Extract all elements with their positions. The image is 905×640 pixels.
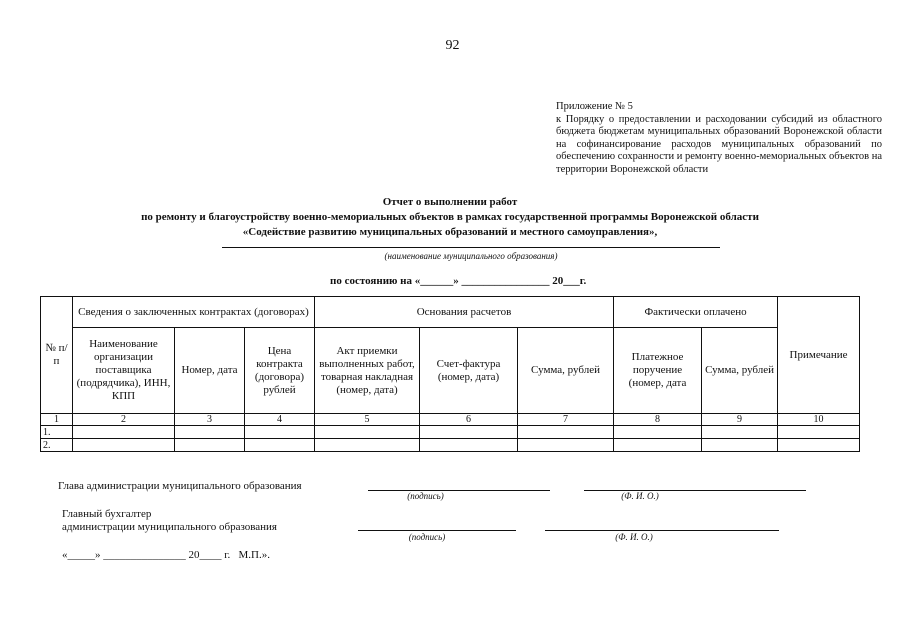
head-name-caption: (Ф. И. О.) [621,491,659,501]
table-cell [420,426,518,439]
column-number: 4 [245,414,315,426]
header-invoice: Счет-фактура (номер, дата) [420,328,518,414]
appendix-title: Приложение № 5 [556,101,633,112]
table-cell [73,439,175,452]
column-number: 8 [614,414,702,426]
table-cell [702,426,778,439]
report-title-line-1: Отчет о выполнении работ [382,196,518,208]
accountant-signature-caption: (подпись) [408,532,446,542]
column-number: 5 [315,414,420,426]
header-num: № п/п [41,297,73,414]
table-cell [175,439,245,452]
table-cell [518,426,614,439]
table-cell [73,426,175,439]
table-cell [778,426,860,439]
municipality-caption: (наименование муниципального образования) [384,251,558,261]
table-row [41,439,860,452]
municipality-line [222,247,720,248]
header-price: Цена контракта (договора) рублей [245,328,315,414]
accountant-signature-line [358,530,516,531]
table-cell [614,439,702,452]
appendix-text: к Порядку о предоставлении и расходовании субсидий из областного бюджета бюджетам муниципальных образований Воронежской области на софинансирование расходов муниципальных образований по обеспечению сохранности и ремонту военно-мемориальных объектов на территории Воронежской области [556,113,883,175]
accountant-org-label: администрации муниципального образования [62,521,277,533]
header-act: Акт приемки выполненных работ, товарная накладная (номер, дата) [315,328,420,414]
row-number: 2. [41,439,73,452]
report-table [40,296,860,452]
row-number: 1. [41,426,73,439]
header-sum-basis: Сумма, рублей [518,328,614,414]
column-number: 2 [73,414,175,426]
column-number-row [41,414,860,426]
column-number: 10 [778,414,860,426]
header-supplier: Наименование организации поставщика (подрядчика), ИНН, КПП [73,328,175,414]
table-cell [614,426,702,439]
table-cell [245,426,315,439]
header-group-basis: Основания расчетов [315,297,614,328]
accountant-name-line [545,530,779,531]
header-group-contracts: Сведения о заключенных контрактах (договорах) [73,297,315,328]
table-cell [175,426,245,439]
column-number: 7 [518,414,614,426]
header-number-date: Номер, дата [175,328,245,414]
table-cell [420,439,518,452]
table-cell [245,439,315,452]
accountant-title-label: Главный бухгалтер [62,508,152,520]
column-number: 6 [420,414,518,426]
head-signature-caption: (подпись) [407,491,444,501]
table-cell [702,439,778,452]
as-of-date: по состоянию на «______» ________________ 20___г. [330,275,587,287]
header-sum-paid: Сумма, рублей [702,328,778,414]
page-number: 92 [445,38,460,53]
header-note: Примечание [778,297,860,414]
header-group-paid: Фактически оплачено [614,297,778,328]
table-cell [315,426,420,439]
header-payment-order: Платежное поручение (номер, дата [614,328,702,414]
appendix-block [556,101,882,177]
head-signature-label: Глава администрации муниципального образования [58,480,302,492]
table-row [41,426,860,439]
date-stamp: «_____» _______________ 20____ г. М.П.». [62,549,270,561]
accountant-name-caption: (Ф. И. О.) [615,532,653,542]
table-cell [518,439,614,452]
table-cell [778,439,860,452]
column-number: 3 [175,414,245,426]
column-number: 1 [41,414,73,426]
report-title [40,195,860,240]
report-title-line-2: по ремонту и благоустройству военно-мемориальных объектов в рамках государственной программы Воронежской области [141,211,759,223]
table-cell [315,439,420,452]
column-number: 9 [702,414,778,426]
report-title-line-3: «Содействие развитию муниципальных образований и местного самоуправления», [242,226,658,238]
